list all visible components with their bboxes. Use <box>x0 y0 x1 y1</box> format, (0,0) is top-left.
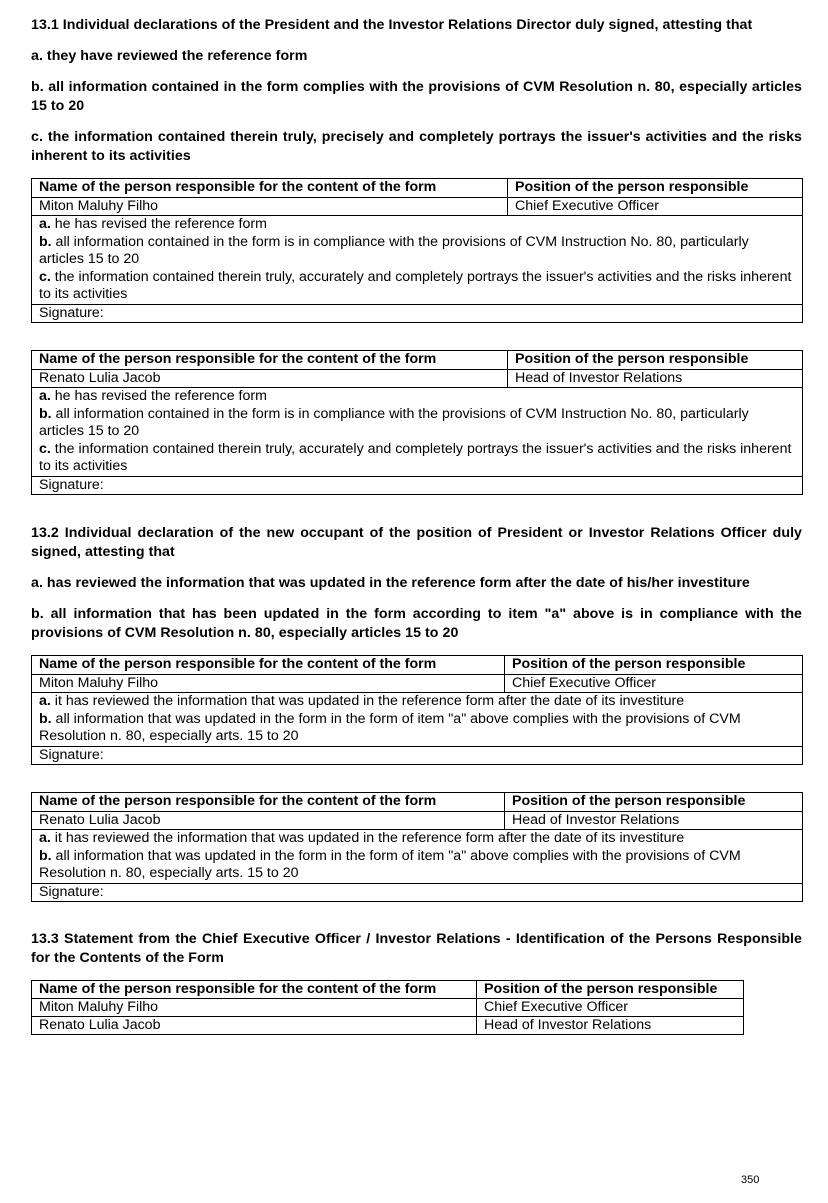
item-label: a. <box>39 830 51 846</box>
table-header-row <box>32 656 803 675</box>
table-row <box>32 999 744 1017</box>
item-label: a. <box>39 693 51 709</box>
item-text: all information that was updated in the form in the form of item "a" above complies with the provisions of CVM Resolution n. 80, especially arts. 15 to 20 <box>39 710 741 744</box>
table-row <box>32 811 803 830</box>
person-name-cell: Miton Maluhy Filho <box>32 674 505 693</box>
declaration-table-13-2-ir <box>31 792 803 902</box>
header-position-cell: Position of the person responsible <box>505 793 803 812</box>
item-label: b. <box>39 710 52 727</box>
header-name-cell: Name of the person responsible for the content of the form <box>32 656 505 675</box>
item-text: he has revised the reference form <box>50 388 267 404</box>
header-name-cell: Name of the person responsible for the content of the form <box>32 351 508 370</box>
person-position-cell: Chief Executive Officer <box>477 999 744 1017</box>
person-position-cell: Head of Investor Relations <box>477 1017 744 1035</box>
table-row <box>32 369 803 388</box>
signature-cell: Signature: <box>32 476 803 495</box>
table-row <box>32 674 803 693</box>
item-text: the information contained therein truly, accurately and completely portrays the issuer's activities and the risks inherent to its activities <box>39 440 792 474</box>
item-label: a. <box>39 388 51 404</box>
item-text: all information contained in the form is in compliance with the provisions of CVM Instruction No. 80, particularly articles 15 to 20 <box>39 233 749 267</box>
item-label: b. <box>39 847 52 864</box>
table-row <box>32 1017 744 1035</box>
table-row <box>32 197 803 216</box>
item-text: he has revised the reference form <box>50 216 267 232</box>
declaration-table-13-1-ceo <box>31 178 803 323</box>
responsible-persons-table <box>31 980 744 1035</box>
declaration-item-c <box>39 269 795 304</box>
declaration-table-13-2-ceo <box>31 655 803 765</box>
item-text: it has reviewed the information that was updated in the reference form after the date of its investiture <box>50 830 685 846</box>
person-position-cell: Head of Investor Relations <box>508 369 803 388</box>
declaration-item-b <box>39 406 795 441</box>
section-13-3-heading: 13.3 Statement from the Chief Executive Officer / Investor Relations - Identification of the Persons Responsible for the Contents of the Form <box>31 931 802 966</box>
item-label: c. <box>39 268 51 285</box>
signature-cell: Signature: <box>32 883 803 902</box>
declaration-items-row <box>32 216 803 305</box>
person-position-cell: Head of Investor Relations <box>505 811 803 830</box>
declaration-item-a <box>39 830 795 848</box>
item-text: all information that was updated in the form in the form of item "a" above complies with the provisions of CVM Resolution n. 80, especially arts. 15 to 20 <box>39 847 741 881</box>
item-text: all information contained in the form is in compliance with the provisions of CVM Instruction No. 80, particularly articles 15 to 20 <box>39 405 749 439</box>
table-header-row <box>32 179 803 198</box>
declaration-table-13-1-ir <box>31 350 803 495</box>
header-name-cell: Name of the person responsible for the content of the form <box>32 981 477 999</box>
signature-cell: Signature: <box>32 746 803 765</box>
page-number: 350 <box>741 1174 760 1186</box>
person-name-cell: Miton Maluhy Filho <box>32 197 508 216</box>
section-13-1-heading: 13.1 Individual declarations of the President and the Investor Relations Director duly signed, attesting that <box>31 17 753 33</box>
signature-row <box>32 476 803 495</box>
declaration-item-a <box>39 388 795 406</box>
item-text: the information contained therein truly, accurately and completely portrays the issuer's activities and the risks inherent to its activities <box>39 268 792 302</box>
signature-cell: Signature: <box>32 304 803 323</box>
declaration-items-cell <box>32 216 803 305</box>
declaration-item-a <box>39 693 795 711</box>
header-position-cell: Position of the person responsible <box>508 351 803 370</box>
section-13-2-item-a: a. has reviewed the information that was updated in the reference form after the date of his/her investiture <box>31 575 750 591</box>
item-label: b. <box>39 233 52 250</box>
header-position-cell: Position of the person responsible <box>505 656 803 675</box>
table-header-row <box>32 351 803 370</box>
declaration-items-row <box>32 830 803 884</box>
declaration-item-b <box>39 848 795 883</box>
declaration-items-cell <box>32 830 803 884</box>
signature-row <box>32 746 803 765</box>
person-name-cell: Renato Lulia Jacob <box>32 1017 477 1035</box>
person-position-cell: Chief Executive Officer <box>508 197 803 216</box>
item-label: c. <box>39 440 51 457</box>
header-position-cell: Position of the person responsible <box>508 179 803 198</box>
person-name-cell: Renato Lulia Jacob <box>32 369 508 388</box>
item-label: b. <box>39 405 52 422</box>
declaration-items-row <box>32 388 803 477</box>
signature-row <box>32 883 803 902</box>
declaration-item-b <box>39 234 795 269</box>
table-header-row <box>32 793 803 812</box>
person-name-cell: Miton Maluhy Filho <box>32 999 477 1017</box>
section-13-2-item-b: b. all information that has been updated in the form according to item "a" above is in compliance with the provisions of CVM Resolution n. 80, especially articles 15 to 20 <box>31 606 802 641</box>
declaration-items-cell <box>32 693 803 747</box>
declaration-items-row <box>32 693 803 747</box>
declaration-item-b <box>39 711 795 746</box>
table-header-row <box>32 981 744 999</box>
header-position-cell: Position of the person responsible <box>477 981 744 999</box>
declaration-item-a <box>39 216 795 234</box>
signature-row <box>32 304 803 323</box>
section-13-2-heading: 13.2 Individual declaration of the new occupant of the position of President or Investor Relations Officer duly signed, attesting that <box>31 525 802 560</box>
person-name-cell: Renato Lulia Jacob <box>32 811 505 830</box>
header-name-cell: Name of the person responsible for the content of the form <box>32 179 508 198</box>
header-name-cell: Name of the person responsible for the content of the form <box>32 793 505 812</box>
section-13-1-item-b: b. all information contained in the form complies with the provisions of CVM Resolution n. 80, especially articles 15 to 20 <box>31 79 802 114</box>
item-text: it has reviewed the information that was updated in the reference form after the date of its investiture <box>50 693 685 709</box>
section-13-1-item-c: c. the information contained therein truly, precisely and completely portrays the issuer's activities and the risks inherent to its activities <box>31 129 802 164</box>
declaration-item-c <box>39 441 795 476</box>
item-label: a. <box>39 216 51 232</box>
declaration-items-cell <box>32 388 803 477</box>
person-position-cell: Chief Executive Officer <box>505 674 803 693</box>
section-13-1-item-a: a. they have reviewed the reference form <box>31 48 308 64</box>
